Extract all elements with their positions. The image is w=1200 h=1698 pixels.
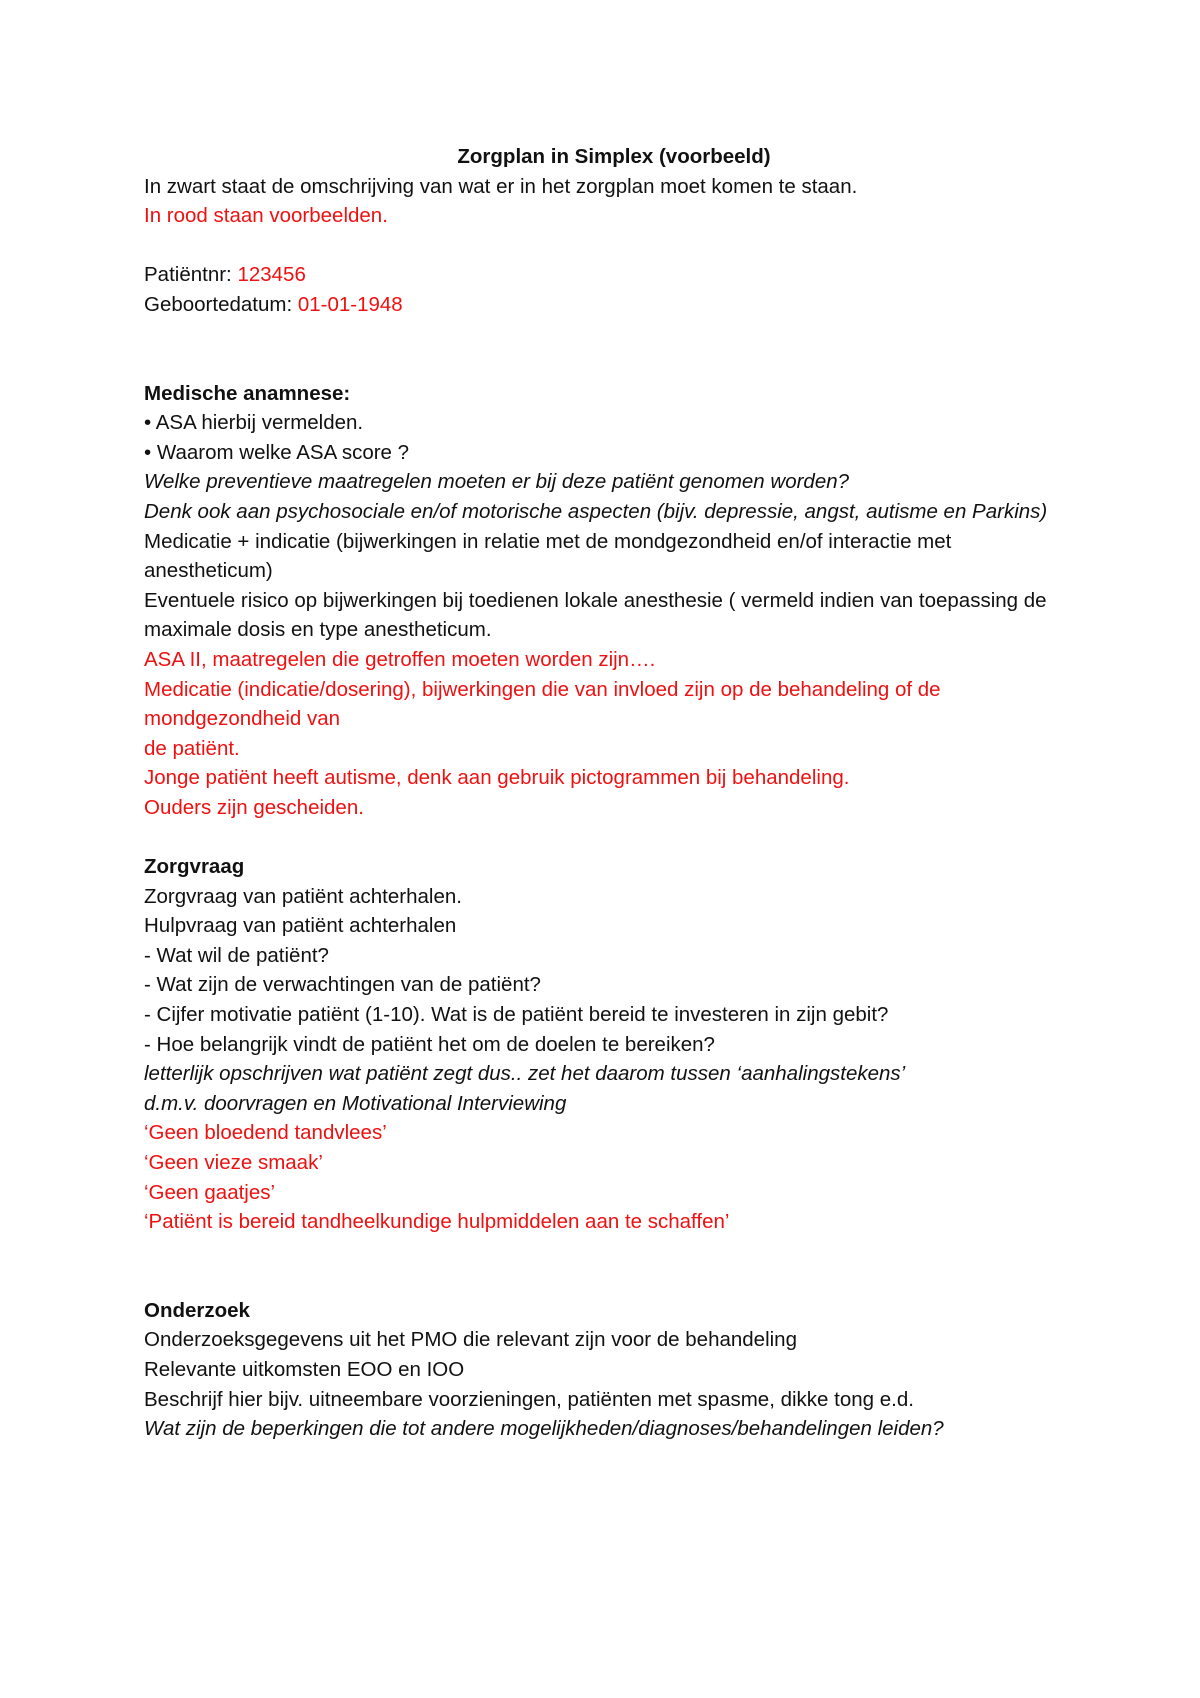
- example-line: Medicatie (indicatie/dosering), bijwerkingen die van invloed zijn op de behandeling of de mondgezondheid van: [144, 677, 941, 731]
- patient-number-value: 123456: [237, 263, 306, 287]
- section-heading-onderzoek: Onderzoek: [144, 1298, 250, 1322]
- example-line: Jonge patiënt heeft autisme, denk aan gebruik pictogrammen bij behandeling.: [144, 766, 850, 790]
- body-line: Relevante uitkomsten EOO en IOO: [144, 1357, 465, 1381]
- question-item: - Hoe belangrijk vindt de patiënt het om de doelen te bereiken?: [144, 1032, 715, 1056]
- patient-number-label: Patiëntnr:: [144, 263, 238, 287]
- patient-birthdate-label: Geboortedatum:: [144, 292, 298, 316]
- example-line: Ouders zijn gescheiden.: [144, 795, 364, 819]
- body-line: Onderzoeksgegevens uit het PMO die relevant zijn voor de behandeling: [144, 1328, 797, 1352]
- question-item: - Wat wil de patiënt?: [144, 943, 329, 967]
- italic-guidance-line: Wat zijn de beperkingen die tot andere mogelijkheden/diagnoses/behandelingen leiden?: [144, 1417, 944, 1441]
- spacer: [144, 231, 1064, 261]
- example-line: de patiënt.: [144, 736, 240, 760]
- document-title: Zorgplan in Simplex (voorbeeld): [457, 145, 771, 168]
- italic-guidance-line: d.m.v. doorvragen en Motivational Interviewing: [144, 1091, 567, 1115]
- section-heading-zorgvraag: Zorgvraag: [144, 855, 245, 879]
- example-line: ‘Geen vieze smaak’: [144, 1151, 323, 1174]
- body-line: Hulpvraag van patiënt achterhalen: [144, 914, 457, 938]
- bullet-item: • ASA hierbij vermelden.: [144, 411, 364, 435]
- italic-guidance-line: Denk ook aan psychosociale en/of motorische aspecten (bijv. depressie, angst, autisme en Parkins): [144, 499, 1048, 523]
- example-line: ‘Geen bloedend tandvlees’: [144, 1121, 387, 1145]
- spacer: [144, 822, 1064, 852]
- question-item: - Wat zijn de verwachtingen van de patiënt?: [144, 973, 541, 997]
- patient-birthdate-value: 01-01-1948: [297, 292, 403, 316]
- spacer: [144, 1237, 1064, 1296]
- body-line: Zorgvraag van patiënt achterhalen.: [144, 884, 462, 908]
- body-line: Eventuele risico op bijwerkingen bij toedienen lokale anesthesie ( vermeld indien van toepassing de maximale dosis en type anestheticum.: [144, 588, 1047, 642]
- italic-guidance-line: letterlijk opschrijven wat patiënt zegt dus.. zet het daarom tussen ‘aanhalingstekens’: [144, 1062, 906, 1086]
- italic-guidance-line: Welke preventieve maatregelen moeten er bij deze patiënt genomen worden?: [144, 470, 850, 494]
- bullet-item: • Waarom welke ASA score ?: [144, 440, 410, 464]
- intro-example-line: In rood staan voorbeelden.: [144, 204, 388, 228]
- example-line: ‘Geen gaatjes’: [144, 1180, 276, 1204]
- body-line: Beschrijf hier bijv. uitneembare voorzieningen, patiënten met spasme, dikke tong e.d.: [144, 1387, 914, 1411]
- patient-birthdate: [144, 290, 1064, 320]
- question-item: - Cijfer motivatie patiënt (1-10). Wat is de patiënt bereid te investeren in zijn gebit?: [144, 1003, 889, 1027]
- body-line: Medicatie + indicatie (bijwerkingen in relatie met de mondgezondheid en/of interactie met anestheticum): [144, 529, 952, 583]
- example-line: ‘Patiënt is bereid tandheelkundige hulpmiddelen aan te schaffen’: [144, 1210, 730, 1234]
- intro-description-line: In zwart staat de omschrijving van wat er in het zorgplan moet komen te staan.: [144, 174, 858, 198]
- example-line: ASA II, maatregelen die getroffen moeten worden zijn….: [144, 647, 656, 671]
- spacer: [144, 320, 1064, 379]
- document-content: [144, 142, 1064, 1444]
- section-heading-medische-anamnese: Medische anamnese:: [144, 381, 351, 405]
- patient-number: [144, 260, 1064, 290]
